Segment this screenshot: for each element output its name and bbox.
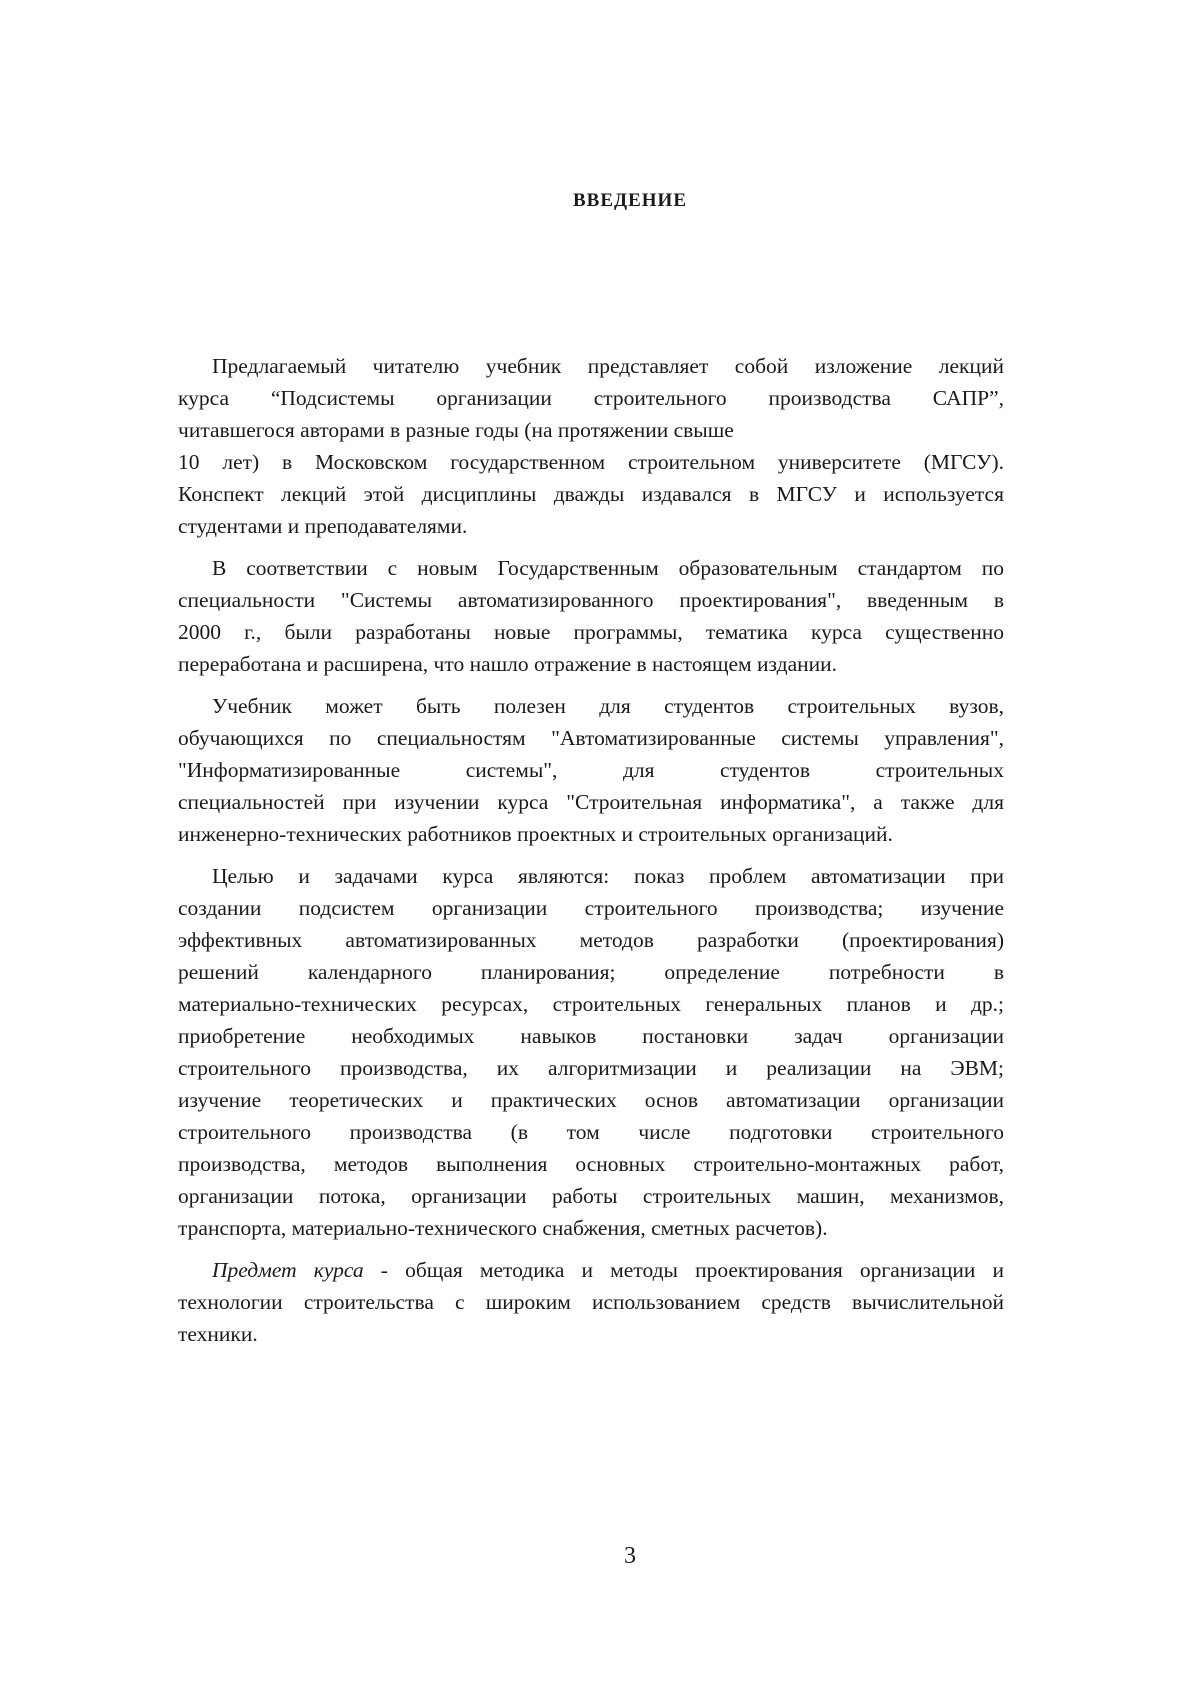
page-title: ВВЕДЕНИЕ — [573, 190, 687, 211]
paragraph-2 — [178, 552, 1004, 680]
paragraph-line: технологии строительства с широким использованием средств вычислительной — [178, 1290, 1004, 1314]
paragraph-line: 10 лет) в Московском государственном строительном университете (МГСУ). — [178, 450, 1004, 474]
paragraph-1 — [178, 350, 1004, 542]
paragraph-line: "Информатизированные системы", для студентов строительных — [178, 758, 1004, 782]
page-number: 3 — [624, 1543, 636, 1569]
paragraph-line: Целью и задачами курса являются: показ проблем автоматизации при — [212, 864, 1004, 888]
paragraph-line: 2000 г., были разработаны новые программы, тематика курса существенно — [178, 620, 1004, 644]
paragraph-line: материально-технических ресурсах, строительных генеральных планов и др.; — [178, 992, 1004, 1016]
paragraph-line-rest: - общая методика и методы проектирования организации и — [363, 1258, 1004, 1282]
paragraph-line: В соответствии с новым Государственным образовательным стандартом по — [212, 556, 1004, 580]
paragraph-line: строительного производства (в том числе подготовки строительного — [178, 1120, 1004, 1144]
paragraph-line: переработана и расширена, что нашло отражение в настоящем издании. — [178, 652, 838, 676]
paragraph-line: изучение теоретических и практических основ автоматизации организации — [178, 1088, 1004, 1112]
paragraph-line: Учебник может быть полезен для студентов строительных вузов, — [212, 694, 1004, 718]
paragraph-line: Предлагаемый читателю учебник представляет собой изложение лекций — [212, 354, 1004, 378]
paragraph-line: строительного производства, их алгоритмизации и реализации на ЭВМ; — [178, 1056, 1004, 1080]
paragraph-line: специальностей при изучении курса "Строительная информатика", а также для — [178, 790, 1004, 814]
course-subject-emphasis: Предмет курса — [212, 1258, 364, 1282]
paragraph-line: транспорта, материально-технического снабжения, сметных расчетов). — [178, 1216, 828, 1240]
paragraph-line: Конспект лекций этой дисциплины дважды издавался в МГСУ и используется — [178, 482, 1004, 506]
paragraph-line: решений календарного планирования; определение потребности в — [178, 960, 1004, 984]
body-text — [178, 350, 1004, 1360]
paragraph-line: студентами и преподавателями. — [178, 514, 468, 538]
paragraph-line: создании подсистем организации строительного производства; изучение — [178, 896, 1004, 920]
paragraph-line: инженерно-технических работников проектных и строительных организаций. — [178, 822, 893, 846]
paragraph-line: специальности "Системы автоматизированного проектирования", введенным в — [178, 588, 1004, 612]
paragraph-3 — [178, 690, 1004, 850]
paragraph-line: обучающихся по специальностям "Автоматизированные системы управления", — [178, 726, 1004, 750]
paragraph-line: техники. — [178, 1322, 258, 1346]
paragraph-5 — [178, 1254, 1004, 1350]
paragraph-4 — [178, 860, 1004, 1244]
paragraph-line: организации потока, организации работы строительных машин, механизмов, — [178, 1184, 1004, 1208]
paragraph-line: читавшегося авторами в разные годы (на протяжении свыше — [178, 418, 734, 442]
paragraph-line: производства, методов выполнения основных строительно-монтажных работ, — [178, 1152, 1004, 1176]
paragraph-line: приобретение необходимых навыков постановки задач организации — [178, 1024, 1004, 1048]
paragraph-line: курса “Подсистемы организации строительного производства САПР”, — [178, 386, 1004, 410]
paragraph-line: эффективных автоматизированных методов разработки (проектирования) — [178, 928, 1004, 952]
paragraph-line — [178, 1254, 1004, 1286]
